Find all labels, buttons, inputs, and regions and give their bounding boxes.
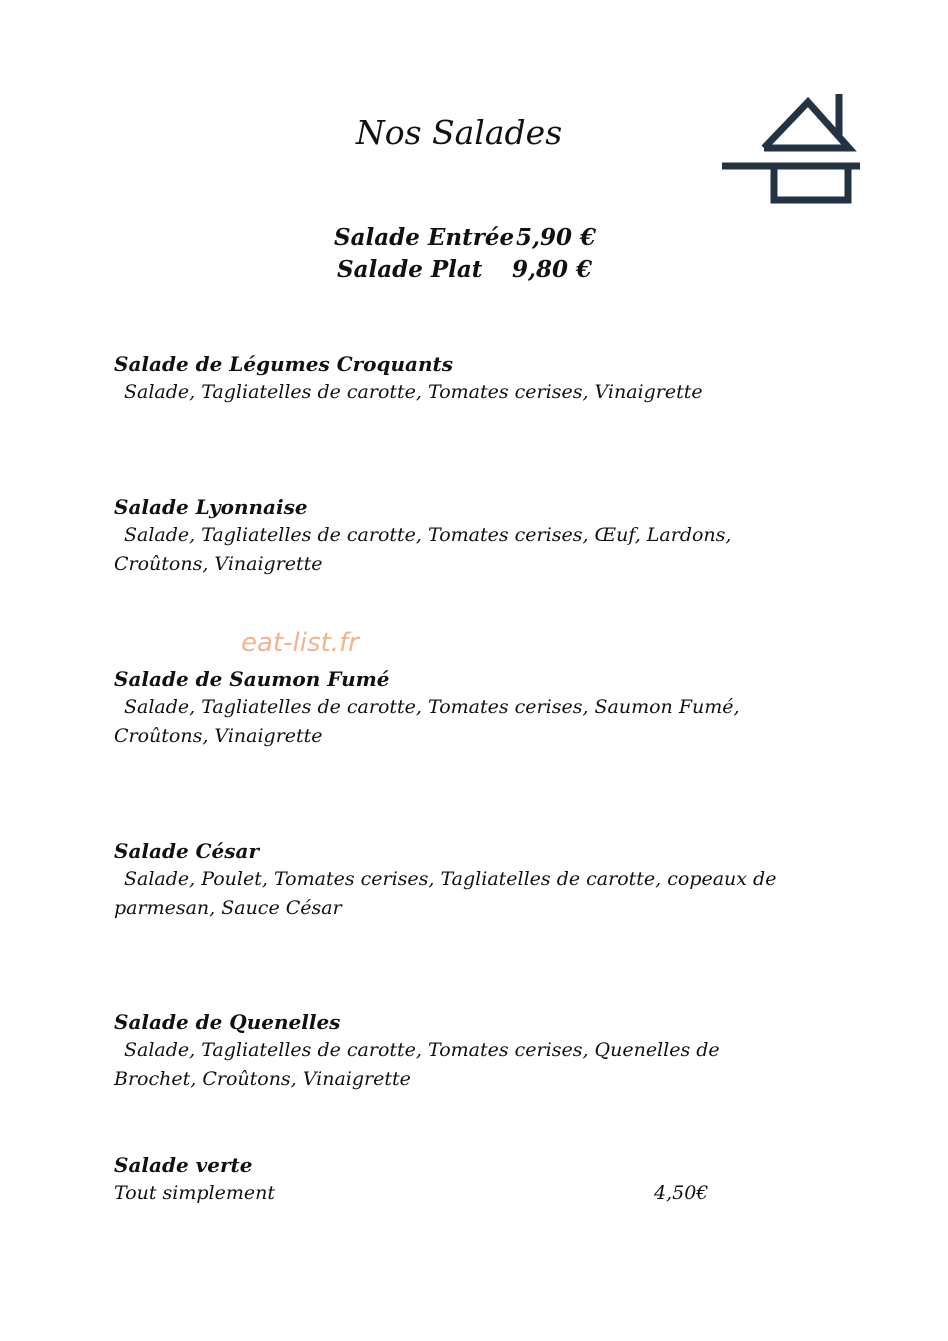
item-description: Salade, Poulet, Tomates cerises, Tagliatelles de carotte, copeaux de parmesan, Sauce César [114,868,777,919]
menu-item-lyonnaise [114,493,804,579]
item-description: Salade, Tagliatelles de carotte, Tomates cerises, Quenelles de Brochet, Croûtons, Vinaigrette [114,1039,720,1090]
menu-item-saumon-fume [114,665,804,751]
menu-item-quenelles [114,1008,804,1094]
price-value: 9,80 € [512,256,593,283]
house-logo-icon [720,92,862,206]
item-name: Salade de Quenelles [114,1010,341,1034]
menu-item-salade-verte [114,1151,804,1208]
item-name: Salade Lyonnaise [114,495,308,519]
page-title: Nos Salades [355,113,563,152]
item-price: 4,50€ [654,1182,709,1204]
item-description: Tout simplement [114,1182,276,1204]
item-description: Salade, Tagliatelles de carotte, Tomates cerises, Saumon Fumé, Croûtons, Vinaigrette [114,696,740,747]
item-description-row [114,1179,804,1208]
price-row-entree [334,222,614,254]
price-value: 5,90 € [516,224,597,251]
item-name: Salade verte [114,1153,253,1177]
menu-item-cesar [114,837,804,923]
item-name: Salade César [114,839,260,863]
menu-item-legumes-croquants [114,350,804,407]
price-list [334,222,614,286]
item-name: Salade de Légumes Croquants [114,352,454,376]
price-row-plat [334,254,614,286]
price-label: Salade Plat [337,256,483,283]
item-name: Salade de Saumon Fumé [114,667,390,691]
watermark: eat-list.fr [241,628,359,658]
item-description: Salade, Tagliatelles de carotte, Tomates cerises, Vinaigrette [124,381,703,403]
price-label: Salade Entrée [334,224,515,251]
item-description: Salade, Tagliatelles de carotte, Tomates cerises, Œuf, Lardons, Croûtons, Vinaigrette [114,524,732,575]
